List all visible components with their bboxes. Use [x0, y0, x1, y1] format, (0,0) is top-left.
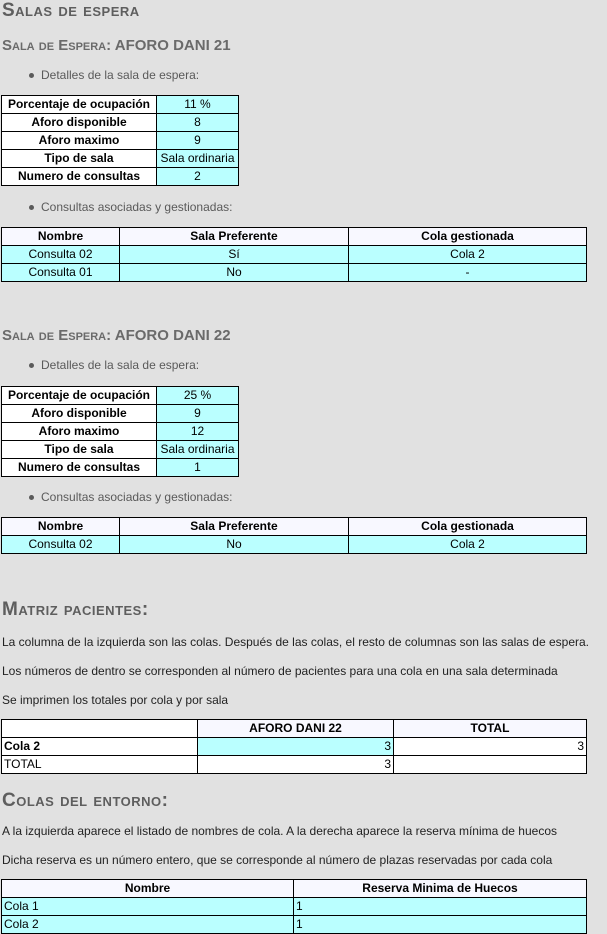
- consultas-table: Nombre Sala Preferente Cola gestionada Consulta 02 No Cola 2: [1, 517, 587, 554]
- matriz-table: AFORO DANI 22 TOTAL Cola 2 3 3 TOTAL 3: [1, 719, 587, 774]
- details-table: [1, 386, 239, 477]
- table-row: Consulta 02 Sí Cola 2: [2, 246, 587, 264]
- table-row: Cola 2 1: [2, 916, 587, 934]
- detail-row: Tipo de sala Sala ordinaria: [2, 441, 239, 459]
- table-row: TOTAL 3: [2, 756, 587, 774]
- detail-row: Aforo maximo 9: [2, 132, 239, 150]
- detail-row: Porcentaje de ocupación 25 %: [2, 387, 239, 405]
- details-bullet: Detalles de la sala de espera:: [41, 68, 200, 82]
- room-heading: Sala de Espera: AFORO DANI 22: [2, 327, 231, 344]
- colas-title: Colas del entorno:: [2, 790, 169, 811]
- detail-row: Aforo disponible 8: [2, 114, 239, 132]
- detail-row: Aforo disponible 9: [2, 405, 239, 423]
- colas-paragraph: Dicha reserva es un número entero, que se corresponde al número de plazas reservadas por cada cola: [2, 853, 553, 867]
- detail-row: Numero de consultas 2: [2, 168, 239, 186]
- table-row: Consulta 01 No -: [2, 264, 587, 282]
- detail-row: Numero de consultas 1: [2, 459, 239, 477]
- matriz-paragraph: Se imprimen los totales por cola y por sala: [2, 693, 229, 707]
- table-row: Cola 2 3 3: [2, 738, 587, 756]
- colas-table: Nombre Reserva Minima de Huecos Cola 1 1 Cola 2 1: [1, 879, 587, 934]
- consultas-bullet: Consultas asociadas y gestionadas:: [41, 490, 233, 504]
- colas-paragraph: A la izquierda aparece el listado de nombres de cola. A la derecha aparece la reserva mínima de huecos: [2, 824, 557, 838]
- table-row: Cola 1 1: [2, 898, 587, 916]
- matriz-title: Matriz pacientes:: [2, 599, 149, 620]
- details-bullet: Detalles de la sala de espera:: [41, 358, 200, 372]
- consultas-bullet: Consultas asociadas y gestionadas:: [41, 200, 233, 214]
- consultas-table: Nombre Sala Preferente Cola gestionada Consulta 02 Sí Cola 2 Consulta 01 No -: [1, 227, 587, 282]
- detail-row: Aforo maximo 12: [2, 423, 239, 441]
- room-heading: Sala de Espera: AFORO DANI 21: [2, 37, 231, 54]
- details-table: [1, 95, 239, 186]
- matriz-paragraph: La columna de la izquierda son las colas. Después de las colas, el resto de columnas son las salas de espera.: [2, 635, 589, 649]
- matriz-paragraph: Los números de dentro se corresponden al número de pacientes para una cola en una sala determinada: [2, 664, 558, 678]
- salas-title: Salas de espera: [2, 0, 140, 21]
- detail-row: Porcentaje de ocupación 11 %: [2, 96, 239, 114]
- table-row: Consulta 02 No Cola 2: [2, 536, 587, 554]
- detail-row: Tipo de sala Sala ordinaria: [2, 150, 239, 168]
